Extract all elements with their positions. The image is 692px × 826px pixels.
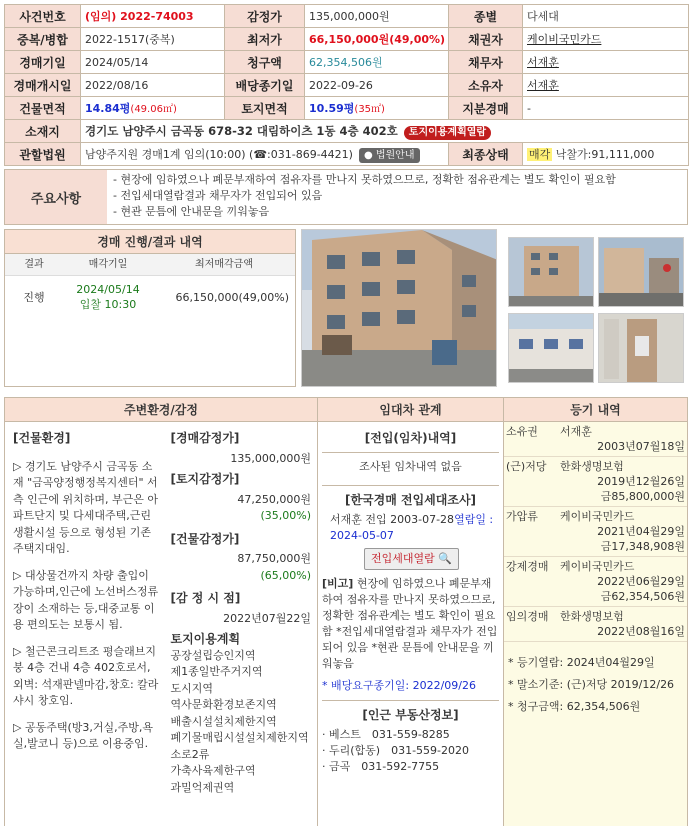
environment-title: 주변환경/감정 bbox=[5, 398, 317, 422]
remarks-list bbox=[107, 170, 622, 224]
land-plan-button[interactable]: 토지이용계획열람 bbox=[404, 126, 491, 140]
registry-note: * 등기열람: 2024년04월29일 bbox=[508, 656, 655, 669]
registry-date: 2022년06월29일 bbox=[597, 575, 685, 588]
photo-thumbnails bbox=[504, 229, 688, 387]
registry-list bbox=[504, 422, 687, 642]
land-plan-item: 도시지역 bbox=[170, 681, 213, 695]
registry-kind: (근)저당 bbox=[506, 460, 547, 473]
owner-link[interactable]: 서재훈 bbox=[527, 79, 559, 92]
court-label: 관할법원 bbox=[5, 143, 81, 166]
registry-title: 등기 내역 bbox=[504, 398, 687, 422]
dup-label: 중복/병합 bbox=[5, 28, 81, 51]
appraisal-point-value: 2022년07월22일 bbox=[223, 611, 311, 625]
appraisal-title: [경매감정가] bbox=[170, 431, 240, 445]
progress-date-day: 2024/05/14 bbox=[76, 282, 140, 296]
registry-date: 2022년08월16일 bbox=[597, 625, 685, 638]
agent-item: · 베스트 031-559-8285 bbox=[322, 728, 450, 741]
status-badge: 매각 bbox=[529, 148, 551, 161]
info-row bbox=[5, 120, 689, 143]
land-plan-item: 배출시설설치제한지역 bbox=[170, 714, 277, 728]
bldg-appraisal-title: [건물감정가] bbox=[170, 531, 240, 546]
auction-date-value: 2024/05/14 bbox=[81, 51, 225, 74]
dividend-deadline: * 배당요구종기일: 2022/09/26 bbox=[322, 679, 476, 692]
land-area-value: 10.59평 bbox=[309, 102, 355, 115]
registry-date: 2021년04월29일 bbox=[597, 525, 685, 538]
remark-item: - 현장에 임하였으나 폐문부재하여 점유자를 만나지 못하였으므로, 정확한 점유관계는 별도 확인이 필요함 bbox=[113, 173, 616, 186]
progress-date bbox=[63, 283, 153, 312]
debtor-link[interactable]: 서재훈 bbox=[527, 56, 559, 69]
registry-item bbox=[504, 457, 687, 507]
remark-item: - 전입세대열람결과 채무자가 전입되어 있음 bbox=[113, 189, 323, 202]
detail-columns bbox=[4, 397, 688, 826]
building-env-title: [건물환경] bbox=[13, 431, 71, 445]
land-area-label: 토지면적 bbox=[225, 97, 305, 120]
progress-col-date: 매각기일 bbox=[88, 259, 128, 270]
progress-col-result: 결과 bbox=[24, 259, 44, 270]
env-paragraph: ▷ 경기도 남양주시 금곡동 소재 "금곡양정행정복지센터" 서측 인근에 위치하며, 부근은 아파트단지 및 다세대주택,근린생활시설 등으로 형성된 기존주택지대임. bbox=[13, 459, 158, 555]
creditor-link[interactable]: 케이비국민카드 bbox=[527, 33, 602, 46]
survey-text: 서재훈 전입 2003-07-28 bbox=[330, 513, 455, 526]
move-in-view-label: 전입세대열람 bbox=[371, 552, 435, 565]
court-info-button[interactable] bbox=[359, 148, 420, 163]
creditor-label: 채권자 bbox=[449, 28, 523, 51]
appraisal-label: 감정가 bbox=[225, 5, 305, 28]
land-plan-item: 과밀억제권역 bbox=[170, 780, 235, 794]
lease-column bbox=[318, 398, 504, 826]
progress-amount: 66,150,000(49,00%) bbox=[175, 290, 289, 304]
registry-note: * 청구금액: 62,354,506원 bbox=[508, 700, 641, 713]
progress-col-amount: 최저매각금액 bbox=[195, 259, 253, 270]
debtor-label: 채무자 bbox=[449, 51, 523, 74]
status-value: 낙찰가:91,111,000 bbox=[555, 148, 655, 161]
building-area-m2: (49.06㎡) bbox=[130, 104, 177, 115]
agent-item: · 두리(합동) 031-559-2020 bbox=[322, 744, 470, 757]
env-paragraph: ▷ 공동주택(방3,거실,주방,욕실,발코니 등)으로 이용중임. bbox=[13, 720, 153, 750]
building-photo-image bbox=[302, 230, 497, 387]
registry-holder: 한화생명보험 bbox=[560, 610, 624, 623]
lease-title: 임대차 관계 bbox=[318, 398, 503, 422]
registry-kind: 강제경매 bbox=[506, 560, 549, 573]
land-plan-item: 공장설립승인지역 bbox=[170, 648, 256, 662]
info-row bbox=[5, 28, 689, 51]
thumbnail-image bbox=[509, 238, 594, 307]
court-info-label: 법원안내 bbox=[375, 149, 415, 161]
info-row bbox=[5, 74, 689, 97]
move-in-text: 조사된 임차내역 없음 bbox=[359, 460, 462, 473]
land-plan-item: 가축사육제한구역 bbox=[170, 764, 256, 777]
registry-column bbox=[504, 398, 687, 826]
survey-title: [한국경매 전입세대조사] bbox=[344, 493, 477, 507]
thumbnail-image bbox=[509, 314, 594, 383]
bldg-appraisal-value: 87,750,000원 bbox=[237, 552, 311, 565]
status-label: 최종상태 bbox=[449, 143, 523, 166]
min-price-value: 66,150,000원(49,00%) bbox=[305, 28, 449, 51]
land-plan-item: 폐기물매립시설설치제한지역 bbox=[170, 731, 309, 744]
building-area-label: 건물면적 bbox=[5, 97, 81, 120]
progress-header bbox=[5, 254, 295, 276]
appraisal-value: 135,000,000원 bbox=[305, 5, 449, 28]
case-no: (임의) 2022-74003 bbox=[81, 5, 225, 28]
progress-date-time: 입찰 10:30 bbox=[79, 297, 137, 311]
dividend-value: 2022-09-26 bbox=[305, 74, 449, 97]
info-row bbox=[5, 5, 689, 28]
land-plan-title: 토지이용계획 bbox=[170, 632, 241, 646]
land-appraisal-value: 47,250,000원 bbox=[237, 492, 311, 506]
address-label: 소재지 bbox=[5, 120, 81, 143]
registry-amount: 금85,800,000원 bbox=[600, 490, 685, 503]
registry-holder: 한화생명보험 bbox=[560, 460, 624, 473]
thumbnail[interactable] bbox=[508, 313, 594, 383]
appraisal-total: 135,000,000원 bbox=[230, 451, 311, 465]
remark-item: - 현관 문틈에 안내문을 끼워놓음 bbox=[113, 205, 270, 218]
type-label: 종별 bbox=[449, 5, 523, 28]
court-info-icon: ● bbox=[363, 149, 376, 161]
remarks-panel bbox=[4, 169, 688, 225]
registry-date: 2019년12월26일 bbox=[597, 475, 685, 488]
share-label: 지분경매 bbox=[449, 97, 523, 120]
land-appraisal-pct: (35,00%) bbox=[260, 509, 311, 522]
env-paragraph: ▷ 대상물건까지 차량 출입이 가능하며,인근에 노선버스정류장이 소재하는 등,대중교통 이용 편의도는 보통시 됨. bbox=[13, 568, 159, 631]
property-main-photo[interactable] bbox=[301, 229, 497, 387]
auction-progress-panel bbox=[4, 229, 296, 387]
claim-value: 62,354,506원 bbox=[305, 51, 449, 74]
move-in-view-button[interactable] bbox=[364, 548, 459, 570]
registry-kind: 임의경매 bbox=[506, 610, 549, 623]
appraisal-details bbox=[164, 422, 317, 826]
registry-holder: 케이비국민카드 bbox=[560, 560, 635, 573]
agent-title: [인근 부동산정보] bbox=[362, 708, 459, 722]
land-area-m2: (35㎡) bbox=[354, 104, 385, 115]
share-value: - bbox=[523, 97, 689, 120]
info-row bbox=[5, 97, 689, 120]
land-plan-item: 제1종일반주거지역 bbox=[170, 665, 263, 678]
thumbnail-image bbox=[599, 314, 684, 383]
registry-item bbox=[504, 422, 687, 457]
bldg-appraisal-pct: (65,00%) bbox=[260, 568, 311, 582]
claim-label: 청구액 bbox=[225, 51, 305, 74]
registry-holder: 케이비국민카드 bbox=[560, 510, 635, 523]
min-price-label: 최저가 bbox=[225, 28, 305, 51]
address-value: 경기도 남양주시 금곡동 678-32 대림하이츠 1동 4층 402호 bbox=[85, 123, 398, 138]
owner-label: 소유자 bbox=[449, 74, 523, 97]
thumbnail[interactable] bbox=[508, 237, 594, 307]
thumbnail[interactable] bbox=[598, 313, 684, 383]
registry-amount: 금17,348,908원 bbox=[600, 540, 685, 553]
land-plan-item: 역사문화환경보존지역 bbox=[170, 698, 277, 711]
land-appraisal-title: [토지감정가] bbox=[170, 472, 240, 486]
registry-holder: 서재훈 bbox=[560, 425, 592, 438]
start-date-label: 경매개시일 bbox=[5, 74, 81, 97]
thumbnail-image bbox=[599, 238, 684, 307]
dup-value: 2022-1517(중복) bbox=[81, 28, 225, 51]
case-no-label: 사건번호 bbox=[5, 5, 81, 28]
registry-kind: 가압류 bbox=[506, 510, 538, 523]
info-row bbox=[5, 51, 689, 74]
environment-column bbox=[5, 398, 318, 826]
registry-date: 2003년07월18일 bbox=[597, 440, 685, 453]
agent-item: · 금곡 031-592-7755 bbox=[322, 760, 440, 773]
registry-item bbox=[504, 557, 687, 607]
survey-view-date: 열람일 : 2024-05-07 bbox=[330, 513, 494, 542]
note-text: 현장에 임하였으나 폐문부재하여 점유자를 만나지 못하였으므로, 정확한 점유관계는 별도 확인이 필요함 *전입세대열람결과 채무자가 전입되어 있음 *현관 문틈에 안내문을 끼워놓음 bbox=[322, 577, 498, 670]
registry-amount: 금62,354,506원 bbox=[600, 590, 685, 603]
appraisal-point-title: [감 정 시 점] bbox=[170, 591, 241, 605]
remarks-label: 주요사항 bbox=[5, 170, 107, 224]
type-value: 다세대 bbox=[523, 5, 689, 28]
building-area-value: 14.84평 bbox=[85, 102, 131, 115]
env-paragraph: ▷ 철근콘크리트조 평슬래브지붕 4층 건내 4층 402호로서,외벽: 석재판넬마감,창호: 칼라샤시 창호임. bbox=[13, 644, 159, 707]
progress-title: 경매 진행/결과 내역 bbox=[5, 230, 295, 254]
start-date-value: 2022/08/16 bbox=[81, 74, 225, 97]
case-info-table bbox=[4, 4, 689, 166]
move-in-title: [전입(임차)내역] bbox=[364, 431, 457, 445]
auction-date-label: 경매기일 bbox=[5, 51, 81, 74]
dividend-label: 배당종기일 bbox=[225, 74, 305, 97]
registry-item bbox=[504, 507, 687, 557]
progress-result: 진행 bbox=[23, 291, 45, 304]
registry-kind: 소유권 bbox=[506, 425, 538, 438]
court-value: 남양주지원 경매1계 임의(10:00) (☎:031-869-4421) bbox=[85, 147, 353, 161]
progress-row bbox=[5, 276, 295, 318]
info-row bbox=[5, 143, 689, 166]
building-environment bbox=[5, 422, 164, 826]
thumbnail[interactable] bbox=[598, 237, 684, 307]
registry-notes bbox=[504, 642, 687, 718]
land-plan-item: 소로2류 bbox=[170, 747, 210, 761]
registry-note: * 말소기준: (근)저당 2019/12/26 bbox=[508, 678, 675, 691]
search-icon: 🔍 bbox=[438, 552, 452, 565]
note-title: [비고] bbox=[322, 577, 354, 590]
registry-item bbox=[504, 607, 687, 642]
